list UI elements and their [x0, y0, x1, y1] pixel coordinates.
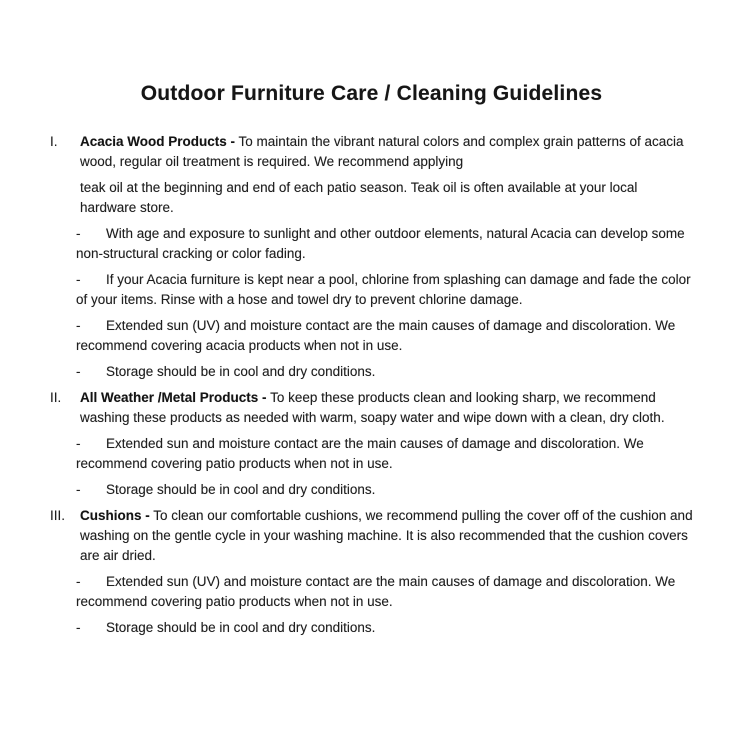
bullet-item: [76, 480, 695, 500]
document-title: Outdoor Furniture Care / Cleaning Guidelines: [140, 82, 603, 105]
bullet-text: Storage should be in cool and dry conditions.: [106, 620, 376, 635]
bullet-text: Storage should be in cool and dry conditions.: [106, 364, 376, 379]
bullet-item: [76, 316, 695, 356]
bullet-text: With age and exposure to sunlight and other outdoor elements, natural Acacia can develop some non-structural cracking or color fading.: [76, 226, 685, 261]
section-numeral: I.: [50, 134, 58, 149]
bullet-text: Extended sun and moisture contact are the main causes of damage and discoloration. We recommend covering patio products when not in use.: [76, 436, 644, 471]
bullet-text: Storage should be in cool and dry conditions.: [106, 482, 376, 497]
section-cushions: [48, 506, 695, 638]
section-intro-text: To clean our comfortable cushions, we recommend pulling the cover off of the cushion and washing on the gentle cycle in your washing machine. It is also recommended that the cushion covers are air dried.: [80, 508, 693, 563]
bullet-dash: -: [76, 364, 81, 379]
section-heading: Cushions -: [80, 508, 150, 523]
bullet-dash: -: [76, 318, 81, 333]
section-numeral: III.: [50, 508, 66, 523]
section-acacia-wood: [48, 132, 695, 382]
bullet-item: [76, 434, 695, 474]
section-all-weather-metal: [48, 388, 695, 500]
bullet-dash: -: [76, 482, 81, 497]
section-heading: All Weather /Metal Products -: [80, 390, 267, 405]
bullet-dash: -: [76, 574, 81, 589]
section-heading: Acacia Wood Products -: [80, 134, 236, 149]
bullet-item: [76, 270, 695, 310]
bullet-text: If your Acacia furniture is kept near a pool, chlorine from splashing can damage and fade the color of your items. Rinse with a hose and towel dry to prevent chlorine damage.: [76, 272, 691, 307]
bullet-text: Extended sun (UV) and moisture contact are the main causes of damage and discoloration. We recommend covering acacia products when not in use.: [76, 318, 676, 353]
bullet-item: [76, 618, 695, 638]
bullet-dash: -: [76, 620, 81, 635]
bullet-text: Extended sun (UV) and moisture contact are the main causes of damage and discoloration. We recommend covering patio products when not in use.: [76, 574, 676, 609]
bullet-item: [76, 224, 695, 264]
section-intro-paragraph: [80, 132, 695, 172]
bullet-item: [76, 572, 695, 612]
section-intro-paragraph: [80, 506, 695, 566]
section-numeral: II.: [50, 390, 62, 405]
bullet-dash: -: [76, 272, 81, 287]
bullet-dash: -: [76, 226, 81, 241]
bullet-dash: -: [76, 436, 81, 451]
section-intro-paragraph: [80, 388, 695, 428]
section-intro-text: To keep these products clean and looking sharp, we recommend washing these products as needed with warm, soapy water and wipe down with a clean, dry cloth.: [80, 390, 665, 425]
section-intro-text: To maintain the vibrant natural colors and complex grain patterns of acacia wood, regular oil treatment is required. We recommend applying: [80, 134, 684, 169]
section-paragraph: teak oil at the beginning and end of each patio season. Teak oil is often available at your local hardware store.: [80, 180, 638, 215]
bullet-item: [76, 362, 695, 382]
